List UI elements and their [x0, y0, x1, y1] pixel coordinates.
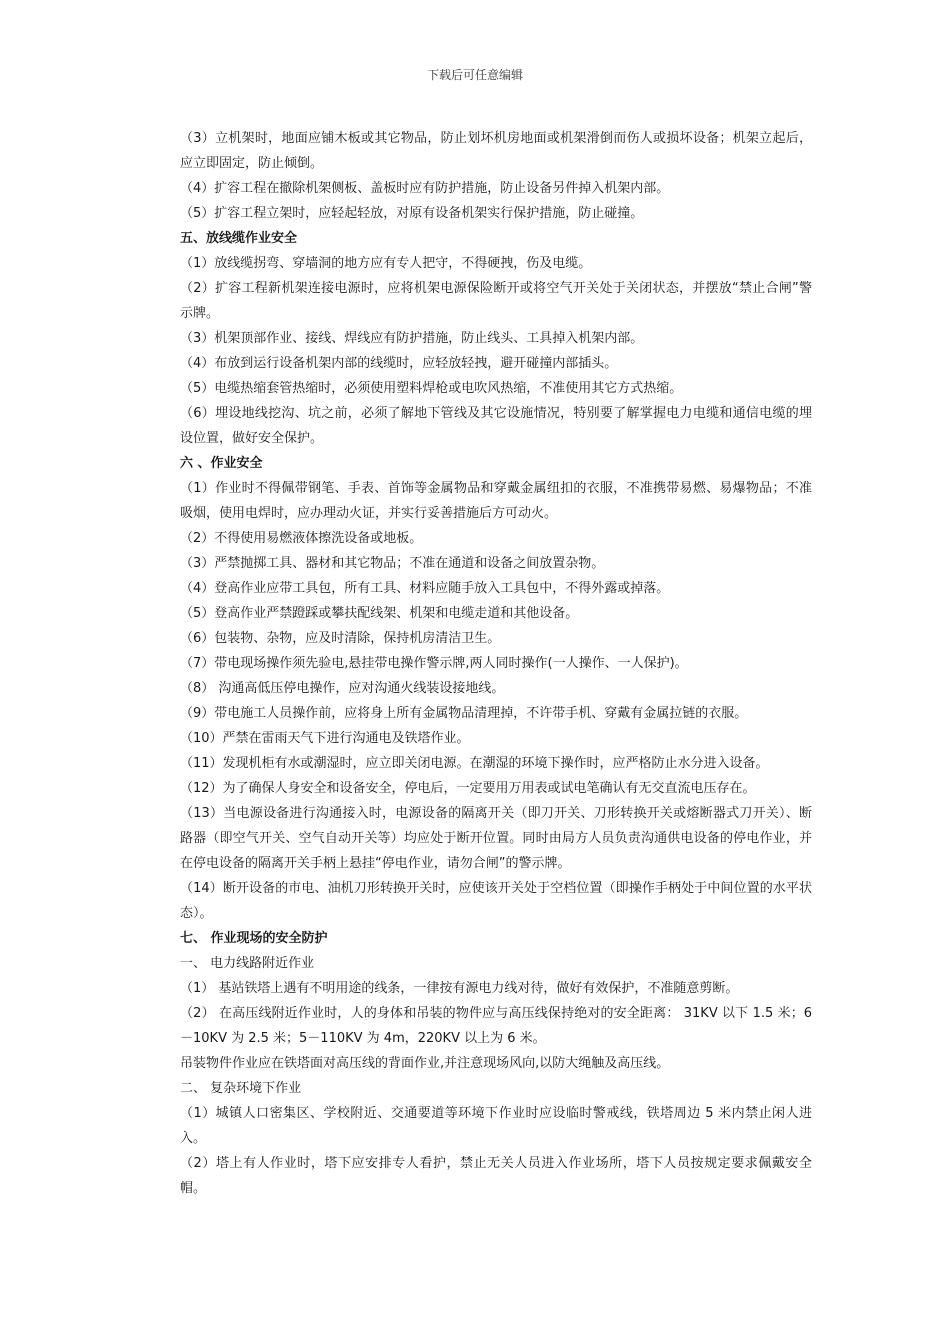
paragraph: （10）严禁在雷雨天气下进行沟通电及铁塔作业。: [180, 731, 470, 746]
section-heading: 五、放线缆作业安全: [180, 231, 298, 246]
paragraph: （11）发现机柜有水或潮湿时，应立即关闭电源。在潮湿的环境下操作时，应严格防止水分进入设备。: [180, 756, 769, 771]
paragraph: （9）带电施工人员操作前，应将身上所有金属物品清理掉，不许带手机、穿戴有金属拉链的衣服。: [180, 706, 748, 721]
paragraph: （6）包装物、杂物，应及时清除，保持机房清洁卫生。: [180, 631, 501, 646]
paragraph: （3）机架顶部作业、接线、焊线应有防护措施，防止线头、工具掉入机架内部。: [180, 331, 644, 346]
paragraph: （4）扩容工程在撤除机架侧板、盖板时应有防护措施，防止设备另件掉入机架内部。: [180, 181, 670, 196]
paragraph: （13）当电源设备进行沟通接入时，电源设备的隔离开关（即刀开关、刀形转换开关或熔断器式刀开关）、断路器（即空气开关、空气自动开关等）均应处于断开位置。同时由局方人员负责沟通供电设备的停电作业，并在停电设备的隔离开关手柄上悬挂“停电作业，请勿合闸”的警示牌。: [180, 806, 812, 871]
paragraph: （14）断开设备的市电、油机刀形转换开关时，应使该开关处于空档位置（即操作手柄处于中间位置的水平状态）。: [180, 881, 812, 921]
paragraph: （4）布放到运行设备机架内部的线缆时，应轻放轻拽，避开碰撞内部插头。: [180, 356, 618, 371]
paragraph: （2）不得使用易燃液体擦洗设备或地板。: [180, 531, 423, 546]
paragraph: （2） 在高压线附近作业时，人的身体和吊装的物件应与高压线保持绝对的安全距离： 31KV 以下 1.5 米；6－10KV 为 2.5 米；5－110KV 为 4m，220KV 以上为 6 米。: [180, 1006, 812, 1046]
paragraph: 一、 电力线路附近作业: [180, 956, 315, 971]
document-body: [180, 126, 812, 1201]
paragraph: （5）电缆热缩套管热缩时，必须使用塑料焊枪或电吹风热缩，不准使用其它方式热缩。: [180, 381, 683, 396]
paragraph: 二、 复杂环境下作业: [180, 1081, 302, 1096]
paragraph: 吊装物件作业应在铁塔面对高压线的背面作业,并注意现场风向,以防大绳触及高压线。: [180, 1056, 670, 1071]
paragraph: （2）扩容工程新机架连接电源时，应将机架电源保险断开或将空气开关处于关闭状态，并摆放“禁止合闸”警示牌。: [180, 281, 812, 321]
paragraph: （3）严禁抛掷工具、器材和其它物品；不准在通道和设备之间放置杂物。: [180, 556, 605, 571]
paragraph: （5）登高作业严禁蹬踩或攀扶配线架、机架和电缆走道和其他设备。: [180, 606, 579, 621]
paragraph: （12）为了确保人身安全和设备安全，停电后，一定要用万用表或试电笔确认有无交直流电压存在。: [180, 781, 756, 796]
paragraph: （1）作业时不得佩带钢笔、手表、首饰等金属物品和穿戴金属纽扣的衣服，不准携带易燃、易爆物品；不准吸烟，使用电焊时，应办理动火证，并实行妥善措施后方可动火。: [180, 481, 812, 521]
paragraph: （2）塔上有人作业时，塔下应安排专人看护，禁止无关人员进入作业场所，塔下人员按规定要求佩戴安全帽。: [180, 1156, 812, 1196]
paragraph: （1）放线缆拐弯、穿墙洞的地方应有专人把守，不得硬拽，伤及电缆。: [180, 256, 592, 271]
paragraph: （8） 沟通高低压停电操作，应对沟通火线装设接地线。: [180, 681, 505, 696]
paragraph: （4）登高作业应带工具包，所有工具、材料应随手放入工具包中，不得外露或掉落。: [180, 581, 670, 596]
paragraph: （5）扩容工程立架时，应轻起轻放，对原有设备机架实行保护措施，防止碰撞。: [180, 206, 644, 221]
paragraph: （3）立机架时，地面应铺木板或其它物品，防止划坏机房地面或机架滑倒而伤人或损坏设备；机架立起后，应立即固定，防止倾倒。: [180, 131, 812, 171]
paragraph: （1）城镇人口密集区、学校附近、交通要道等环境下作业时应设临时警戒线，铁塔周边 5 米内禁止闲人进入。: [180, 1106, 812, 1146]
section-heading: 七、 作业现场的安全防护: [180, 931, 328, 946]
paragraph: （1） 基站铁塔上遇有不明用途的线条，一律按有源电力线对待，做好有效保护，不准随意剪断。: [180, 981, 739, 996]
page-header: 下载后可任意编辑: [426, 68, 523, 82]
paragraph: （7）带电现场操作须先验电,悬挂带电操作警示牌,两人同时操作(一人操作、一人保护)。: [180, 656, 688, 671]
section-heading: 六 、作业安全: [180, 456, 263, 471]
paragraph: （6）埋设地线挖沟、坑之前，必须了解地下管线及其它设施情况，特别要了解掌握电力电缆和通信电缆的埋设位置，做好安全保护。: [180, 406, 812, 446]
